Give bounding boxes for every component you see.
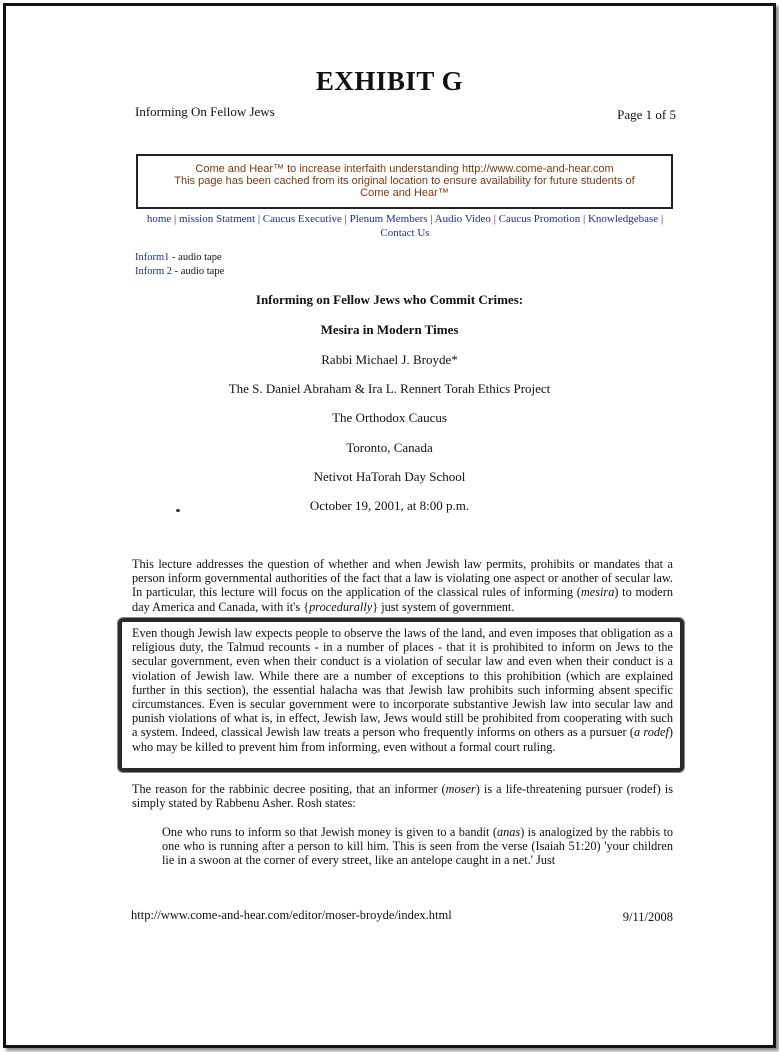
lecture-project: The S. Daniel Abraham & Ira L. Rennert Torah Ethics Project xyxy=(228,381,551,396)
text-run: ) to modern day America and Canada, with it's { xyxy=(132,585,674,614)
nav-mission-statment[interactable]: mission Statment xyxy=(179,213,256,225)
lecture-city: Toronto, Canada xyxy=(346,440,433,455)
text-emphasis: moser xyxy=(445,782,476,796)
text-emphasis: procedurally xyxy=(309,599,373,614)
banner-line-2: This page has been cached from its original location to ensure availability for future students of xyxy=(174,175,635,187)
banner-line-3: Come and Hear™ xyxy=(360,187,449,199)
audio-link-inform2[interactable]: Inform 2 xyxy=(135,266,173,277)
block-quote xyxy=(162,825,673,868)
audio-links xyxy=(135,251,224,279)
audio-item xyxy=(135,265,224,279)
text-run: ) who may be killed to prevent him from informing, even without a formal court ruling. xyxy=(132,725,673,754)
header-page-title: Informing On Fellow Jews xyxy=(135,104,275,119)
text-run: The reason for the rabbinic decree positing, that an informer ( xyxy=(132,782,446,796)
text-emphasis: mesira xyxy=(580,585,615,600)
footer-date: 9/11/2008 xyxy=(622,910,673,924)
lecture-date: October 19, 2001, at 8:00 p.m. xyxy=(309,498,470,513)
text-run: ) is a life-threatening pursuer (rodef) is simply stated by Rabbenu Asher. Rosh states: xyxy=(132,782,673,811)
audio-link-inform1[interactable]: Inform1 xyxy=(135,252,170,263)
nav-home[interactable]: home xyxy=(146,213,172,225)
text-run: ) is analogized by the rabbis to one who is running after a person to kill him. This is seen from the verse (Isaiah 51:20) 'your children lie in a swoon at the corner of every street, like an antelope caught in a net.' Just xyxy=(162,825,674,868)
audio-desc: - audio tape xyxy=(169,252,222,263)
lecture-org: The Orthodox Caucus xyxy=(332,410,447,425)
text-run: Even though Jewish law expects people to observe the laws of the land, and even imposes that obligation as a religious duty, the Talmud recounts - in a number of places - that it is prohibited to inform on Jews to the secular government, even when their conduct is a violation of secular law and even when their conduct is a violation of Jewish law. While there are a number of exceptions to this prohibition (which are explained further in this section), the essential halacha was that Jewish law prohibits such informing absent specific circumstances. Even is secular government were to incorporate substantive Jewish law into secular law and punish violations of what is, in effect, Jewish law, Jews would still be prohibited from cooperating with such a system. Indeed, classical Jewish law treats a person who frequently informs on others as a pursuer ( xyxy=(132,626,673,740)
cache-banner xyxy=(136,154,673,209)
lecture-venue: Netivot HaTorah Day School xyxy=(313,469,466,484)
exhibit-title: EXHIBIT G xyxy=(315,66,464,96)
lecture-author: Rabbi Michael J. Broyde* xyxy=(321,352,458,367)
paragraph-reason xyxy=(132,782,673,810)
text-emphasis: a rodef xyxy=(633,725,669,740)
nav-caucus-executive[interactable]: Caucus Executive xyxy=(262,213,342,225)
footer-url: http://www.come-and-hear.com/editor/moser-broyde/index.html xyxy=(131,908,452,922)
header-page-number: Page 1 of 5 xyxy=(617,107,676,122)
text-run: One who runs to inform so that Jewish money is given to a bandit ( xyxy=(162,825,497,839)
paragraph-highlighted xyxy=(132,626,673,754)
nav-knowledgebase[interactable]: Knowledgebase xyxy=(587,213,659,225)
audio-desc: - audio tape xyxy=(172,266,225,277)
site-nav: home | mission Statment | Caucus Executive | Plenum Members | Audio Video | Caucus Promotion | Knowledgebase | Contact Us xyxy=(146,213,664,239)
lecture-subtitle: Mesira in Modern Times xyxy=(320,322,459,337)
text-run: This lecture addresses the question of whether and when Jewish law permits, prohibits or mandates that a person inform governmental authorities of the fact that a law is violating one aspect or another of secular law. In particular, this lecture will focus on the application of the classical rules of informing ( xyxy=(132,557,673,600)
scan-speck xyxy=(176,509,180,512)
nav-contact-us[interactable]: Contact Us xyxy=(380,227,430,239)
text-emphasis: anas xyxy=(496,825,521,839)
audio-item xyxy=(135,251,224,265)
nav-caucus-promotion[interactable]: Caucus Promotion xyxy=(498,213,581,225)
banner-line-1: Come and Hear™ to increase interfaith understanding http://www.come-and-hear.com xyxy=(195,163,614,175)
text-run: } just system of government. xyxy=(372,599,515,614)
nav-plenum-members[interactable]: Plenum Members xyxy=(349,213,428,225)
paragraph-intro xyxy=(132,557,673,614)
lecture-title: Informing on Fellow Jews who Commit Crimes: xyxy=(255,292,524,307)
nav-audio-video[interactable]: Audio Video xyxy=(434,213,491,225)
